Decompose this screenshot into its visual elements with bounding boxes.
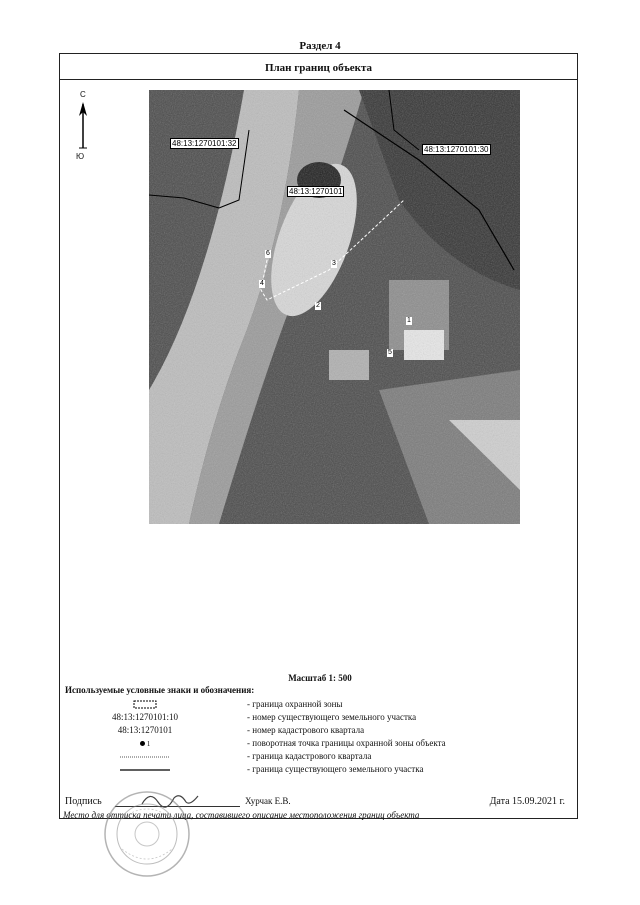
signature-label: Подпись [65,796,102,807]
legend-desc: - номер существующего земельного участка [247,712,417,722]
aerial-photo [149,90,520,524]
legend-row [60,763,560,775]
seal-place-note: Место для оттиска печати лица, составившего описание местоположения границ объекта [63,810,420,820]
legend-row [60,698,560,710]
legend-desc: - номер кадастрового квартала [247,725,365,735]
signature-date: Дата 15.09.2021 г. [489,796,565,807]
compass-south-label: Ю [76,152,85,161]
parcel-label: 48:13:1270101:30 [424,145,489,154]
legend-point-symbol [60,737,230,750]
point-label: 5 [388,349,392,356]
point-label: 4 [260,280,264,287]
compass-north-label: С [80,90,86,99]
point-label: 6 [266,250,270,257]
legend-zone-symbol [60,698,230,710]
stamp-seal [102,789,192,879]
aerial-map [149,90,520,524]
point-label: 1 [407,317,411,324]
quarter-label: 48:13:1270101 [289,187,343,196]
legend-row [60,724,560,736]
legend-row [60,750,560,762]
legend-desc: - граница существующего земельного участка [247,764,424,774]
legend-title: Используемые условные знаки и обозначения: [65,685,255,695]
parcel-boundary-icon [120,765,170,775]
legend-row [60,737,560,749]
zone-boundary-icon [133,700,157,710]
legend-desc: - граница кадастрового квартала [247,751,372,761]
legend-symbol: 48:13:1270101:10 [111,712,178,722]
map-scale: Масштаб 1: 500 [288,673,352,683]
point-label: 3 [332,260,336,267]
plan-title: План границ объекта [59,53,578,80]
legend-symbol: 48:13:1270101 [117,725,173,735]
legend-symbol: 1 [146,740,151,748]
section-title: Раздел 4 [299,40,341,52]
legend-parcel-line-symbol [60,763,230,775]
parcel-label: 48:13:1270101:32 [172,139,237,148]
point-dot-icon [140,741,145,746]
compass [76,90,96,170]
point-label: 2 [316,302,320,309]
signatory-name: Хурчак Е.В. [245,796,291,806]
north-arrow-icon [76,100,96,160]
legend-quarter-line-symbol [60,750,230,762]
quarter-boundary-icon [120,752,170,762]
legend-desc: - граница охранной зоны [247,699,343,709]
legend-row [60,711,560,723]
legend-desc: - поворотная точка границы охранной зоны объекта [247,738,446,748]
